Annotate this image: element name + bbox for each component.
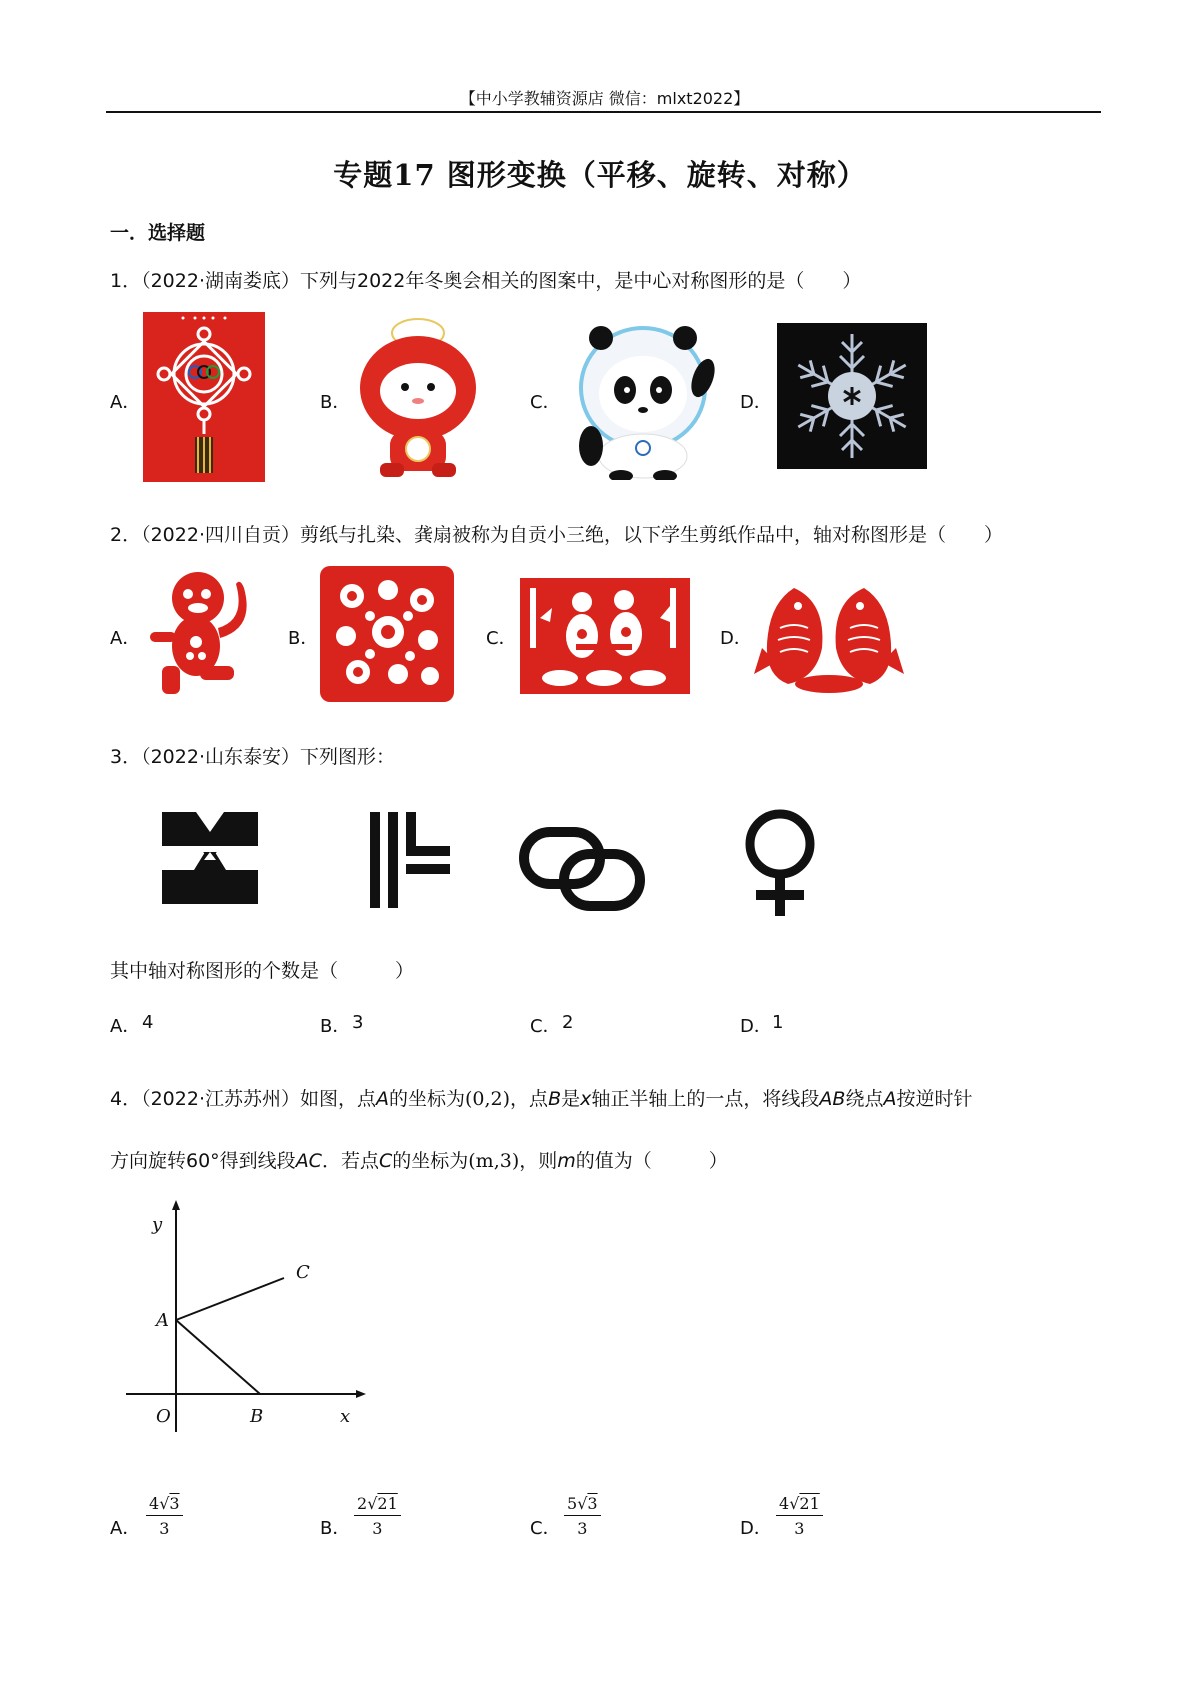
- q4-l1-p5: B: [548, 1088, 562, 1110]
- q3-option-d-label: D．: [740, 1016, 772, 1037]
- q3-option-c-text: 2: [562, 1012, 574, 1033]
- q4-option-a-label: A．: [110, 1518, 141, 1539]
- q1-option-d-image: [777, 323, 927, 469]
- x-axis-arrow: [356, 1390, 366, 1398]
- q4-b-coef: 2: [357, 1494, 368, 1513]
- q2-option-c-image: [520, 578, 690, 694]
- header-rule: [106, 111, 1101, 113]
- q3-figure-venus-symbol: [742, 806, 818, 918]
- q4-l2-p2: ．若点: [321, 1150, 379, 1172]
- q4-l2-p0: 方向旋转60°得到线段: [110, 1150, 296, 1172]
- q4-option-c-label: C．: [530, 1518, 561, 1539]
- point-b-label: B: [250, 1406, 264, 1427]
- q2-option-c-label: C．: [486, 628, 517, 649]
- segment-ac: [176, 1278, 284, 1320]
- q3-figure-linked-rings: [518, 826, 646, 912]
- q1-option-c-image: [565, 318, 725, 480]
- q4-option-c-fraction: $\frac{5√3}{3}$: [564, 1494, 601, 1538]
- q3-option-a-text: 4: [142, 1012, 154, 1033]
- q4-option-d-fraction: $\frac{4√21}{3}$: [776, 1494, 823, 1538]
- question-1-stem: 1．（2022·湖南娄底）下列与2022年冬奥会相关的图案中，是中心对称图形的是（ ）: [110, 270, 862, 292]
- q4-option-b-label: B．: [320, 1518, 351, 1539]
- q4-option-b-fraction: $\frac{2√21}{3}$: [354, 1494, 401, 1538]
- section-heading: 一．选择题: [110, 222, 206, 244]
- q4-l1-p2: 的坐标为: [388, 1088, 465, 1110]
- q4-l2-p7: m: [557, 1150, 576, 1172]
- q4-b-denominator: 3: [372, 1519, 383, 1538]
- q3-option-b-text: 3: [352, 1012, 364, 1033]
- q4-l1-p9: AB: [819, 1088, 846, 1110]
- point-a-label: A: [156, 1310, 169, 1331]
- q4-l2-p1: AC: [295, 1150, 322, 1172]
- q3-option-b-label: B．: [320, 1016, 351, 1037]
- question-3-stem: 3．（2022·山东泰安）下列图形：: [110, 746, 395, 768]
- question-4-stem-line-2: [110, 1146, 728, 1173]
- q4-c-denominator: 3: [577, 1519, 588, 1538]
- x-axis-label: x: [340, 1406, 351, 1427]
- q2-option-d-label: D．: [720, 628, 752, 649]
- q1-option-b-label: B．: [320, 392, 351, 413]
- q3-figure-bracket-pattern: [368, 812, 450, 908]
- q4-b-radicand: 21: [377, 1494, 398, 1513]
- q4-l2-p4: 的坐标为: [392, 1150, 469, 1172]
- q4-l1-p6: 是: [561, 1088, 581, 1110]
- q2-option-b-image: [318, 564, 456, 704]
- q4-l1-p0: 4．（2022·江苏苏州）如图，点: [110, 1088, 376, 1110]
- q4-a-denominator: 3: [159, 1519, 170, 1538]
- q2-option-d-image: [754, 578, 904, 694]
- y-axis-label: y: [152, 1214, 163, 1235]
- q3-option-d-text: 1: [772, 1012, 784, 1033]
- q4-l1-p4: ，点: [510, 1088, 549, 1110]
- q3-option-a-label: A．: [110, 1016, 141, 1037]
- q4-coordinate-graph: [120, 1200, 370, 1440]
- q4-d-coef: 4: [779, 1494, 790, 1513]
- question-4-stem-line-1: [110, 1084, 972, 1111]
- q1-option-d-label: D．: [740, 392, 772, 413]
- q4-l1-p3: (0,2): [465, 1088, 511, 1110]
- q3-option-c-label: C．: [530, 1016, 561, 1037]
- q4-a-radicand: 3: [169, 1494, 180, 1513]
- q3-figure-block-pattern: [160, 810, 260, 906]
- q4-l2-p6: ，则: [519, 1150, 558, 1172]
- question-3-follow: 其中轴对称图形的个数是（ ）: [110, 960, 415, 982]
- page-title: 专题17 图形变换（平移、旋转、对称）: [333, 158, 867, 192]
- q4-l1-p12: 按逆时针: [896, 1088, 973, 1110]
- question-2-stem: 2．（2022·四川自贡）剪纸与扎染、龚扇被称为自贡小三绝，以下学生剪纸作品中，轴对称图形是（ ）: [110, 524, 1003, 546]
- q4-option-d-label: D．: [740, 1518, 772, 1539]
- segment-ab: [176, 1320, 260, 1394]
- q4-l1-p10: 绕点: [845, 1088, 884, 1110]
- q4-option-a-fraction: $\frac{4√3}{3}$: [146, 1494, 183, 1538]
- page-header: 【中小学教辅资源店 微信：mlxt2022】: [459, 89, 750, 108]
- q1-option-a-image: [143, 312, 265, 482]
- point-c-label: C: [296, 1262, 310, 1283]
- q4-l1-p7: x: [580, 1088, 592, 1110]
- q4-d-denominator: 3: [794, 1519, 805, 1538]
- q4-l2-p8: 的值为（ ）: [575, 1150, 728, 1172]
- q4-d-radicand: 21: [799, 1494, 820, 1513]
- q1-option-a-label: A．: [110, 392, 141, 413]
- q4-c-radicand: 3: [587, 1494, 598, 1513]
- q4-a-coef: 4: [149, 1494, 160, 1513]
- q4-l1-p1: A: [375, 1088, 389, 1110]
- q2-option-a-label: A．: [110, 628, 141, 649]
- origin-label: O: [156, 1406, 171, 1427]
- q4-l2-p5: (m,3): [468, 1150, 520, 1172]
- q4-l1-p8: 轴正半轴上的一点，将线段: [591, 1088, 820, 1110]
- q4-l1-p11: A: [883, 1088, 897, 1110]
- q2-option-a-image: [140, 568, 258, 698]
- y-axis-arrow: [172, 1200, 180, 1210]
- q1-option-c-label: C．: [530, 392, 561, 413]
- q4-c-coef: 5: [567, 1494, 578, 1513]
- q4-l2-p3: C: [378, 1150, 393, 1172]
- q1-option-b-image: [350, 313, 485, 483]
- q2-option-b-label: B．: [288, 628, 319, 649]
